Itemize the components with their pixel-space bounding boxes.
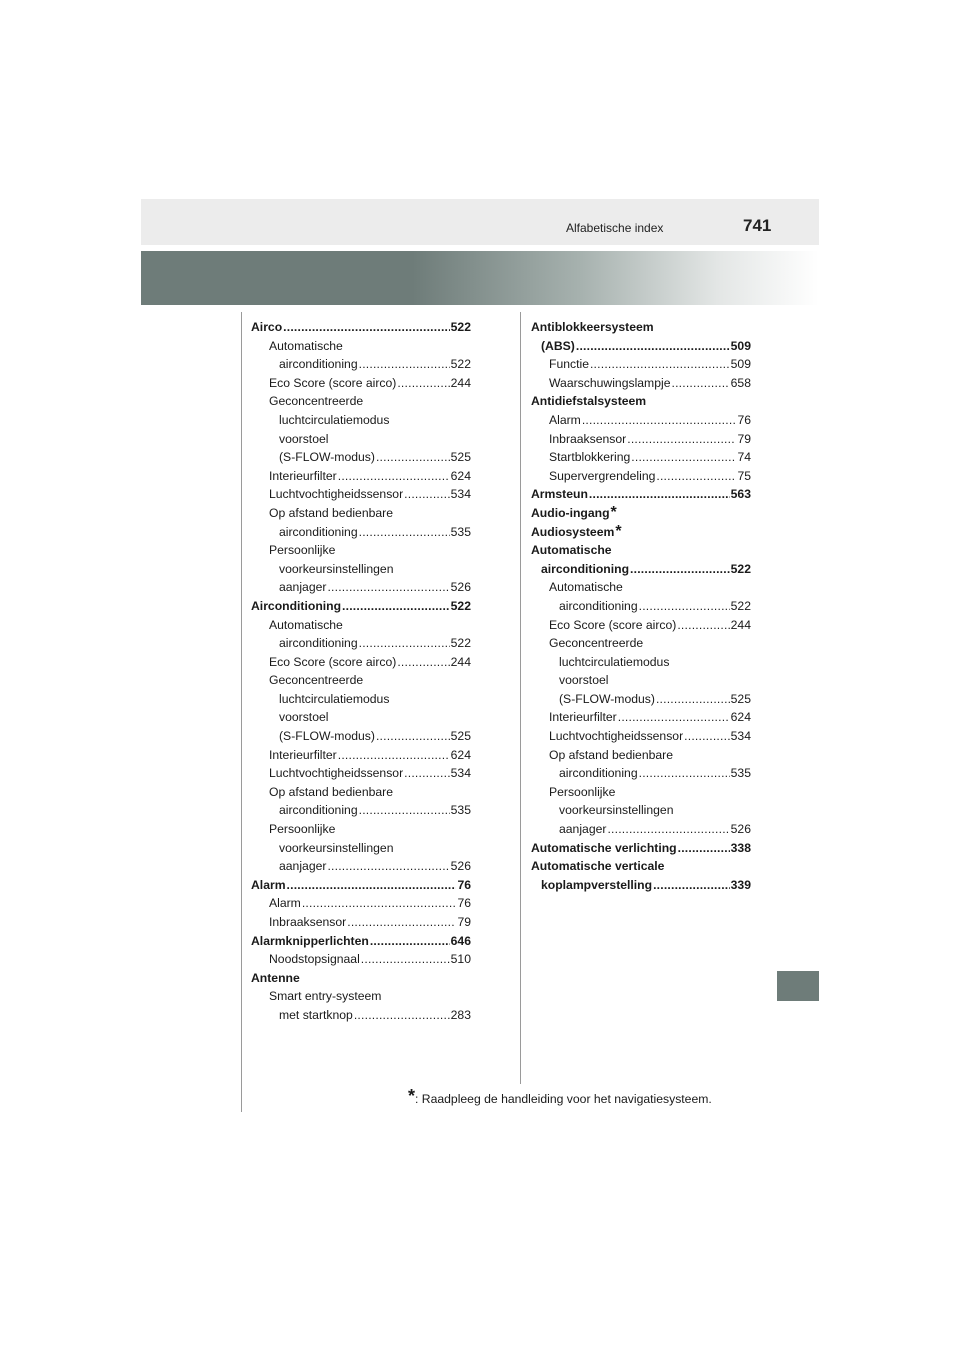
entry-page: 244 [450, 654, 471, 669]
dot-leader [342, 597, 450, 616]
dot-leader [656, 690, 730, 709]
index-entry [531, 374, 751, 393]
dot-leader [639, 764, 730, 783]
index-entry [251, 616, 471, 635]
dot-leader [656, 467, 736, 486]
dot-leader [678, 839, 730, 858]
entry-page: 244 [730, 617, 751, 632]
dot-leader [327, 857, 449, 876]
index-entry [531, 560, 751, 579]
entry-text: Automatische [549, 580, 623, 595]
index-entry [531, 616, 751, 635]
entry-text: Alarm [549, 412, 581, 427]
entry-text: Waarschuwingslampje [549, 375, 671, 390]
entry-text: Alarm [269, 896, 301, 911]
dot-leader [671, 374, 729, 393]
entry-page: 338 [730, 840, 751, 855]
footnote [408, 1086, 712, 1107]
entry-text: (S-FLOW-modus) [279, 450, 375, 465]
index-entry [251, 541, 471, 560]
index-entry [251, 560, 471, 579]
entry-text: Automatische verticale [531, 859, 665, 874]
entry-text: aanjager [559, 822, 607, 837]
entry-page: 509 [730, 357, 751, 372]
entry-page: 283 [450, 1007, 471, 1022]
entry-page: 534 [730, 729, 751, 744]
index-entry [251, 708, 471, 727]
entry-page: 76 [457, 877, 471, 892]
entry-page: 563 [730, 487, 751, 502]
entry-text: Armsteun [531, 487, 588, 502]
index-column-right [531, 318, 751, 894]
index-entry [531, 337, 751, 356]
dot-leader [590, 355, 730, 374]
index-entry [531, 355, 751, 374]
entry-text: airconditioning [279, 803, 358, 818]
footnote-text: : Raadpleeg de handleiding voor het navigatiesysteem. [415, 1092, 712, 1106]
dot-leader [359, 801, 450, 820]
entry-text: Noodstopsignaal [269, 952, 360, 967]
index-entry [251, 690, 471, 709]
dot-leader [404, 764, 450, 783]
entry-text: luchtcirculatiemodus [279, 412, 390, 427]
dot-leader [397, 374, 449, 393]
index-entry [531, 820, 751, 839]
entry-page: 75 [737, 468, 751, 483]
entry-page: 534 [450, 487, 471, 502]
entry-page: 526 [730, 822, 751, 837]
entry-text: Op afstand bedienbare [269, 505, 393, 520]
dot-leader [359, 523, 450, 542]
entry-page: 525 [730, 691, 751, 706]
index-entry [251, 578, 471, 597]
dot-leader [338, 467, 450, 486]
entry-text: Antiblokkeersysteem [531, 320, 654, 334]
index-entry [251, 894, 471, 913]
entry-page: 522 [450, 320, 471, 334]
dot-leader [653, 876, 730, 895]
index-entry [531, 448, 751, 467]
entry-page: 76 [737, 412, 751, 427]
entry-text: voorkeursinstellingen [279, 840, 394, 855]
entry-text: Audio-ingang [531, 505, 610, 520]
dot-leader [404, 485, 450, 504]
entry-page: 509 [730, 338, 751, 353]
entry-text: Luchtvochtigheidssensor [549, 729, 684, 744]
entry-text: Automatische [269, 338, 343, 353]
entry-text: Inbraaksensor [269, 915, 347, 929]
entry-page: 74 [737, 450, 751, 465]
entry-text: Persoonlijke [269, 822, 336, 837]
entry-text: airconditioning [279, 357, 358, 372]
entry-text: Airco [251, 320, 283, 334]
index-entry [531, 857, 751, 876]
entry-text: met startknop [279, 1007, 353, 1022]
index-entry [251, 430, 471, 449]
dot-leader [589, 485, 730, 504]
index-entry [531, 318, 751, 337]
dot-leader [582, 411, 737, 430]
index-column-left [251, 318, 471, 1025]
index-entry [251, 969, 471, 988]
index-entry [531, 578, 751, 597]
entry-text: koplampverstelling [541, 877, 653, 892]
dot-leader [302, 894, 457, 913]
entry-page: 658 [730, 375, 751, 390]
entry-page: 339 [730, 877, 751, 892]
entry-text: luchtcirculatiemodus [559, 654, 670, 669]
index-entry [531, 876, 751, 895]
dot-leader [627, 430, 736, 449]
index-entry [251, 764, 471, 783]
index-entry [531, 746, 751, 765]
index-entry [251, 355, 471, 374]
entry-text: Functie [549, 357, 589, 372]
entry-text: voorstoel [559, 673, 609, 688]
index-entry: Audiosysteem * [531, 522, 622, 540]
entry-text: aanjager [279, 580, 327, 595]
entry-page: 526 [450, 859, 471, 874]
index-entry [251, 448, 471, 467]
entry-text: Supervergrendeling [549, 468, 656, 483]
entry-text: Interieurfilter [269, 468, 337, 483]
entry-page: 510 [450, 952, 471, 967]
entry-text: Antidiefstalsysteem [531, 394, 647, 409]
entry-text: (S-FLOW-modus) [279, 729, 375, 744]
entry-text: Eco Score (score airco) [549, 617, 677, 632]
dot-leader [361, 950, 450, 969]
index-entry [531, 690, 751, 709]
entry-page: 624 [730, 710, 751, 725]
entry-page: 646 [450, 933, 471, 948]
index-entry [531, 430, 751, 449]
index-entry [531, 467, 751, 486]
entry-text: Interieurfilter [549, 710, 617, 725]
chapter-tab [777, 971, 819, 1001]
dot-leader [376, 727, 450, 746]
entry-text: airconditioning [541, 561, 630, 576]
index-entry [251, 411, 471, 430]
dot-leader [631, 448, 736, 467]
index-entry [251, 783, 471, 802]
entry-text: Inbraaksensor [549, 431, 627, 446]
index-entry [251, 746, 471, 765]
entry-page: 522 [730, 598, 751, 613]
index-entry [531, 634, 751, 653]
dot-leader [639, 597, 730, 616]
left-rule [241, 312, 242, 1112]
index-entry [251, 820, 471, 839]
index-entry [251, 801, 471, 820]
entry-page: 522 [450, 357, 471, 372]
column-divider [520, 312, 521, 1084]
index-entry [531, 708, 751, 727]
index-entry [531, 801, 751, 820]
index-entry [251, 671, 471, 690]
entry-page: 76 [457, 896, 471, 911]
entry-page: 534 [450, 766, 471, 781]
dot-leader [354, 1006, 450, 1025]
index-entry [531, 411, 751, 430]
entry-text: luchtcirculatiemodus [279, 691, 390, 706]
entry-text: voorkeursinstellingen [279, 561, 394, 576]
entry-text: Automatische [269, 617, 343, 632]
entry-text: Audiosysteem [531, 524, 615, 539]
index-entry [531, 541, 751, 560]
dot-leader [359, 355, 450, 374]
index-entry [531, 485, 751, 504]
dot-leader [283, 318, 450, 337]
index-entry [531, 597, 751, 616]
entry-text: (S-FLOW-modus) [559, 691, 655, 706]
entry-page: 79 [457, 915, 471, 929]
entry-text: Geconcentreerde [269, 673, 364, 688]
entry-page: 624 [450, 468, 471, 483]
dot-leader [376, 448, 450, 467]
header-bar [141, 199, 819, 245]
entry-text: airconditioning [279, 636, 358, 651]
entry-text: voorstoel [279, 431, 329, 446]
index-entry [531, 392, 751, 411]
entry-text: Airconditioning [251, 598, 342, 613]
index-entry [531, 727, 751, 746]
index-entry: Audio-ingang * [531, 503, 617, 521]
entry-page: 535 [730, 766, 751, 781]
dot-leader [370, 932, 450, 951]
entry-page: 525 [450, 450, 471, 465]
entry-text: Op afstand bedienbare [269, 784, 393, 799]
index-entry [251, 485, 471, 504]
section-title: Alfabetische index [566, 221, 664, 235]
index-entry [251, 653, 471, 672]
entry-page: 79 [737, 431, 751, 446]
index-entry [251, 987, 471, 1006]
dot-leader [327, 578, 449, 597]
entry-text: aanjager [279, 859, 327, 874]
dot-leader [287, 876, 457, 895]
entry-page: 535 [450, 803, 471, 818]
index-entry [251, 876, 471, 895]
index-entry [251, 857, 471, 876]
dot-leader [359, 634, 450, 653]
index-entry [251, 597, 471, 616]
entry-page: 522 [450, 636, 471, 651]
entry-text: Startblokkering [549, 450, 631, 465]
dot-leader [338, 746, 450, 765]
index-entry [251, 318, 471, 337]
index-entry [531, 653, 751, 672]
entry-text: Op afstand bedienbare [549, 747, 673, 762]
index-entry [251, 634, 471, 653]
entry-page: 522 [730, 561, 751, 576]
entry-text: Geconcentreerde [269, 394, 364, 409]
entry-text: Smart entry-systeem [269, 989, 382, 1004]
entry-text: Geconcentreerde [549, 636, 644, 651]
entry-text: Luchtvochtigheidssensor [269, 487, 404, 502]
index-entry [251, 467, 471, 486]
index-entry [251, 950, 471, 969]
entry-text: Eco Score (score airco) [269, 654, 397, 669]
entry-text: Automatische [531, 543, 612, 558]
entry-text: Alarmknipperlichten [251, 933, 369, 948]
dot-leader [576, 337, 730, 356]
entry-page: 535 [450, 524, 471, 539]
index-entry [251, 932, 471, 951]
index-entry [251, 727, 471, 746]
entry-page: 624 [450, 747, 471, 762]
dot-leader [618, 708, 730, 727]
index-entry [251, 1006, 471, 1025]
entry-text: Persoonlijke [269, 543, 336, 558]
index-entry [531, 839, 751, 858]
dot-leader [677, 616, 729, 635]
index-entry [251, 392, 471, 411]
entry-text: Automatische verlichting [531, 840, 677, 855]
dot-leader [684, 727, 730, 746]
entry-text: airconditioning [559, 598, 638, 613]
entry-text: voorstoel [279, 710, 329, 725]
entry-text: Interieurfilter [269, 747, 337, 762]
entry-text: (ABS) [541, 338, 575, 353]
entry-text: Alarm [251, 877, 286, 892]
entry-page: 526 [450, 580, 471, 595]
index-entry [251, 839, 471, 858]
dot-leader [630, 560, 730, 579]
entry-page: 244 [450, 375, 471, 390]
entry-text: Antenne [251, 970, 300, 985]
index-entry [251, 337, 471, 356]
dot-leader [397, 653, 449, 672]
index-entry [251, 504, 471, 523]
index-entry [251, 913, 471, 932]
dot-leader [347, 913, 456, 932]
index-entry [531, 783, 751, 802]
index-entry [251, 374, 471, 393]
index-entry [531, 764, 751, 783]
entry-text: Persoonlijke [549, 784, 616, 799]
entry-text: airconditioning [279, 524, 358, 539]
entry-text: voorkeursinstellingen [559, 803, 674, 818]
entry-text: airconditioning [559, 766, 638, 781]
entry-page: 525 [450, 729, 471, 744]
footnote-star: * [408, 1086, 416, 1106]
dot-leader [607, 820, 729, 839]
page-number: 741 [743, 216, 772, 235]
index-entry [251, 523, 471, 542]
header-gradient-band [141, 251, 819, 305]
entry-text: Eco Score (score airco) [269, 375, 397, 390]
index-entry [531, 671, 751, 690]
entry-text: Luchtvochtigheidssensor [269, 766, 404, 781]
entry-page: 522 [450, 598, 471, 613]
